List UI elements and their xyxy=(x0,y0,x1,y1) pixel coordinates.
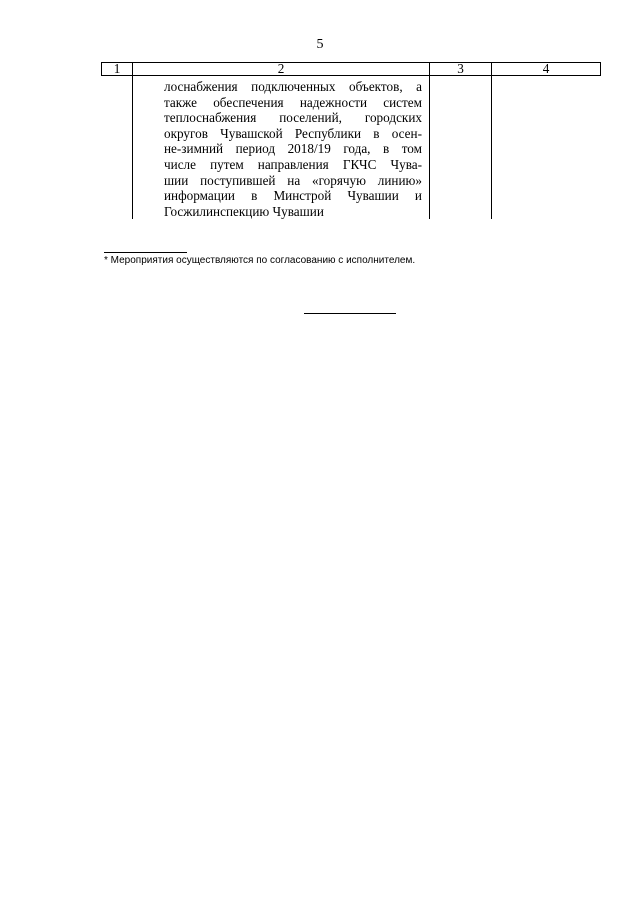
footnote-separator xyxy=(104,252,187,253)
column-header-3: 3 xyxy=(430,63,492,76)
cell-text-line: округов Чувашской Республики в осен- xyxy=(164,125,422,141)
cell-text-line: также обеспечения надежности систем xyxy=(164,94,422,110)
cell-text-line: лоснабжения подключенных объектов, а xyxy=(164,79,422,94)
column-header-2: 2 xyxy=(133,63,430,76)
cell-text-line: шии поступившей на «горячую линию» xyxy=(164,172,422,188)
cell-text-line: Госжилинспекцию Чувашии xyxy=(164,203,324,219)
cell-text-line: не-зимний период 2018/19 года, в том xyxy=(164,141,422,157)
measures-table xyxy=(101,62,601,219)
table-cell-col-3 xyxy=(430,76,492,220)
column-header-4: 4 xyxy=(492,63,601,76)
cell-text-line: теплоснабжения поселений, городских xyxy=(164,110,422,126)
column-header-1: 1 xyxy=(102,63,133,76)
footnote: * Мероприятия осуществляются по согласованию с исполнителем. xyxy=(104,255,416,266)
table-row xyxy=(102,76,601,220)
table-cell-col-4 xyxy=(492,76,601,220)
cell-text-line: числе путем направления ГКЧС Чува- xyxy=(164,156,422,172)
document-end-line xyxy=(304,313,396,314)
table-header-row xyxy=(102,63,601,76)
page-number: 5 xyxy=(316,37,324,52)
cell-text-line: информации в Минстрой Чувашии и xyxy=(164,188,422,204)
table-cell-col-2 xyxy=(133,76,430,220)
table-cell-col-1 xyxy=(102,76,133,220)
